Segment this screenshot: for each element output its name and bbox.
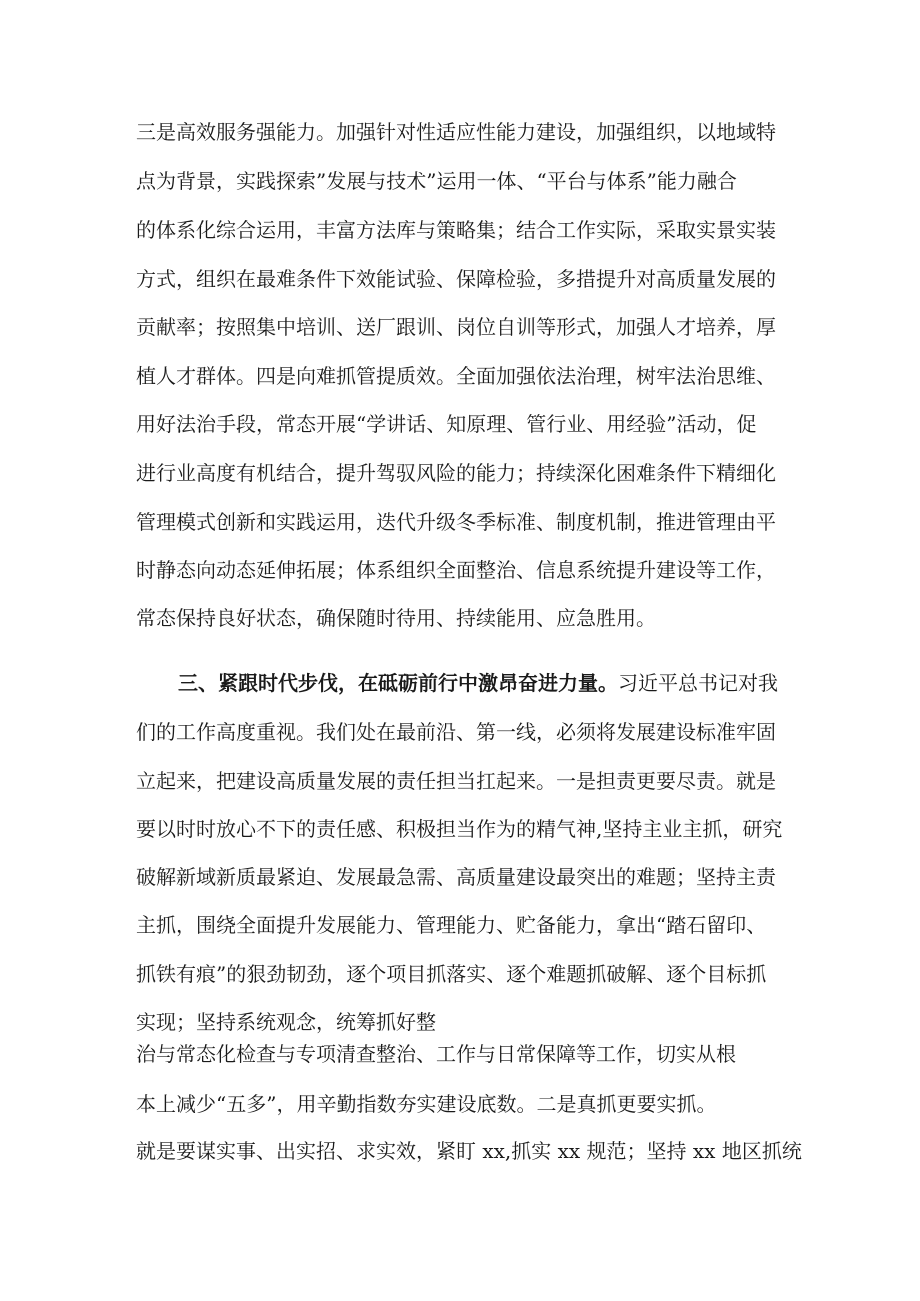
paragraph-2-line-6: 主抓，围绕全面提升发展能力、管理能力、贮备能力，拿出“踏石留印、 (136, 913, 767, 937)
paragraph-2-line-3: 立起来，把建设高质量发展的责任担当扛起来。一是担责更要尽责。就是 (136, 769, 776, 793)
paragraph-1-line-10: 时静态向动态延伸拓展；体系组织全面整治、信息系统提升建设等工作， (136, 558, 776, 582)
paragraph-1-line-6: 植人才群体。四是向难抓管提质效。全面加强依法治理，树牢法治思维、 (136, 364, 776, 388)
paragraph-1-line-3: 的体系化综合运用，丰富方法库与策略集；结合工作实际，采取实景实装 (136, 218, 776, 242)
paragraph-1-line-1: 三是高效服务强能力。加强针对性适应性能力建设，加强组织，以地域特 (136, 120, 776, 144)
paragraph-2-line-9: 治与常态化检查与专项清查整治、工作与日常保障等工作，切实从根 (136, 1042, 736, 1066)
paragraph-2-line-11: 就是要谋实事、出实招、求实效，紧盯 xx,抓实 xx 规范；坚持 xx 地区抓统 (136, 1139, 802, 1163)
paragraph-1-line-2: 点为背景，实践探索”发展与技术”运用一体、“平台与体系”能力融合 (136, 169, 737, 193)
paragraph-1-line-5: 贡献率；按照集中培训、送厂跟训、岗位自训等形式，加强人才培养，厚 (136, 315, 776, 339)
paragraph-1-line-9: 管理模式创新和实践运用，迭代升级冬季标准、制度机制，推进管理由平 (136, 510, 776, 534)
paragraph-2-line-4: 要以时时放心不下的责任感、积极担当作为的精气神,坚持主业主抓，研究 (136, 817, 783, 841)
paragraph-2-line-8: 实现；坚持系统观念，统筹抓好整 (136, 1010, 436, 1034)
paragraph-2-line-10: 本上减少“五多”，用辛勤指数夯实建设底数。二是真抓更要实抓。 (136, 1092, 717, 1116)
paragraph-2-line-7: 抓铁有痕”的狠劲韧劲，逐个项目抓落实、逐个难题抓破解、逐个目标抓 (136, 962, 767, 986)
paragraph-1-line-8: 进行业高度有机结合，提升驾驭风险的能力；持续深化困难条件下精细化 (136, 461, 776, 485)
section-heading-continuation: 习近平总书记对我 (618, 671, 778, 695)
paragraph-1-line-7: 用好法治手段，常态开展“学讲话、知原理、管行业、用经验”活动，促 (136, 412, 757, 436)
paragraph-2-line-2: 们的工作高度重视。我们处在最前沿、第一线，必须将发展建设标准牢固 (136, 720, 776, 744)
section-heading: 三、紧跟时代步伐，在砥砺前行中激昂奋进力量。 (178, 671, 618, 695)
paragraph-1-line-4: 方式，组织在最难条件下效能试验、保障检验，多措提升对高质量发展的 (136, 267, 776, 291)
paragraph-2-line-5: 破解新域新质最紧迫、发展最急需、高质量建设最突出的难题；坚持主责 (136, 865, 776, 889)
paragraph-2-line-1 (178, 669, 778, 697)
paragraph-1-line-11: 常态保持良好状态，确保随时待用、持续能用、应急胜用。 (136, 606, 656, 630)
